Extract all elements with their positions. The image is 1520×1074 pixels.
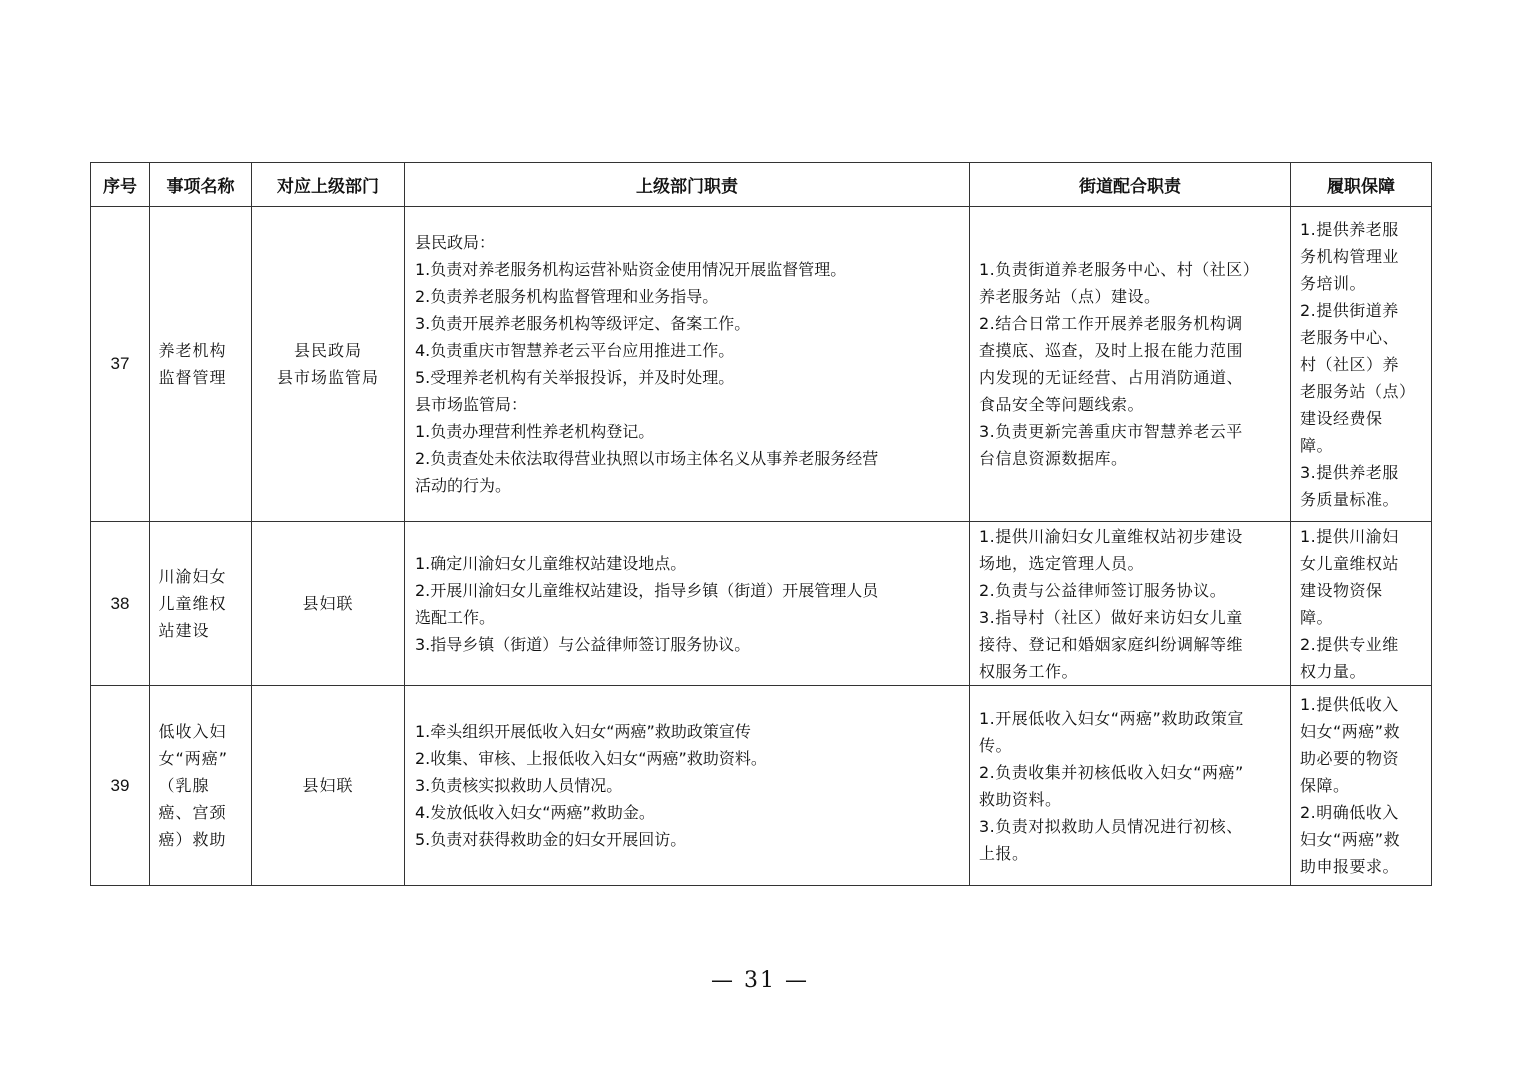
table-row	[91, 522, 1432, 686]
guarantee-line: 务培训。	[1300, 273, 1367, 293]
duty-line: 1.牵头组织开展低收入妇女“两癌”救助政策宣传	[415, 722, 751, 741]
duty-line: 2.负责查处未依法取得营业执照以市场主体名义从事养老服务经营	[415, 449, 879, 468]
street-duties-cell	[970, 207, 1291, 522]
street-line: 传。	[979, 735, 1013, 755]
upper-duties-cell	[405, 686, 970, 886]
street-line: 1.负责街道养老服务中心、村（社区）	[979, 260, 1260, 279]
item-name-line: 养老机构	[158, 341, 227, 360]
street-line: 2.负责收集并初核低收入妇女“两癌”	[979, 762, 1244, 782]
upper-dept-cell	[252, 686, 405, 886]
duty-line: 2.开展川渝妇女儿童维权站建设，指导乡镇（街道）开展管理人员	[415, 580, 879, 600]
duty-line: 1.负责办理营利性养老机构登记。	[415, 422, 655, 441]
street-line: 上报。	[979, 843, 1029, 863]
table-row	[91, 686, 1432, 886]
street-line: 内发现的无证经营、占用消防通道、	[979, 368, 1244, 387]
guarantee-line: 障。	[1300, 607, 1334, 627]
street-line: 养老服务站（点）建设。	[979, 287, 1161, 306]
guarantee-line: 老服务中心、	[1300, 327, 1400, 347]
item-name-cell	[150, 522, 252, 686]
duty-line: 4.负责重庆市智慧养老云平台应用推进工作。	[415, 341, 735, 360]
item-name-line: 癌）救助	[158, 830, 227, 849]
guarantee-line: 障。	[1300, 435, 1334, 455]
guarantee-line: 1.提供低收入	[1300, 695, 1399, 714]
street-line: 3.负责更新完善重庆市智慧养老云平	[979, 422, 1243, 441]
guarantee-line: 1.提供川渝妇	[1300, 526, 1399, 546]
item-name-line: （乳腺	[158, 776, 210, 795]
street-duties-cell	[970, 522, 1291, 686]
item-name-line: 站建设	[158, 621, 210, 640]
guarantee-line: 女儿童维权站	[1300, 553, 1400, 573]
item-name-line: 监督管理	[158, 368, 227, 387]
guarantee-line: 保障。	[1300, 776, 1350, 795]
duty-line: 1.确定川渝妇女儿童维权站建设地点。	[415, 553, 687, 573]
guarantee-cell	[1291, 522, 1432, 686]
duty-table	[90, 162, 1432, 886]
duty-line: 3.负责核实拟救助人员情况。	[415, 776, 623, 795]
item-name-cell	[150, 686, 252, 886]
duty-line: 5.负责对获得救助金的妇女开展回访。	[415, 830, 687, 849]
guarantee-line: 权力量。	[1300, 661, 1367, 681]
upper-dept-cell	[252, 522, 405, 686]
header-item-name: 事项名称	[150, 163, 252, 207]
dept-line: 县民政局	[293, 341, 362, 360]
upper-dept-cell	[252, 207, 405, 522]
header-guarantee: 履职保障	[1291, 163, 1432, 207]
street-line: 1.提供川渝妇女儿童维权站初步建设	[979, 526, 1243, 546]
street-line: 2.结合日常工作开展养老服务机构调	[979, 314, 1243, 333]
street-line: 查摸底、巡查，及时上报在能力范围	[979, 341, 1244, 360]
street-line: 1.开展低收入妇女“两癌”救助政策宣	[979, 708, 1244, 728]
street-line: 食品安全等问题线索。	[979, 395, 1145, 414]
header-street-duties: 街道配合职责	[970, 163, 1291, 207]
item-name-line: 女“两癌”	[158, 749, 229, 768]
page-number: — 31 —	[711, 968, 809, 993]
duty-line: 2.收集、审核、上报低收入妇女“两癌”救助资料。	[415, 749, 767, 768]
item-name-line: 癌、宫颈	[158, 803, 227, 822]
item-name-line: 川渝妇女	[158, 567, 227, 586]
duty-line: 选配工作。	[415, 607, 496, 627]
header-num: 序号	[91, 163, 150, 207]
street-line: 场地，选定管理人员。	[979, 553, 1145, 573]
guarantee-line: 助申报要求。	[1300, 857, 1400, 876]
item-name-line: 儿童维权	[158, 594, 227, 613]
item-name-cell	[150, 207, 252, 522]
guarantee-line: 妇女“两癌”救	[1300, 722, 1401, 741]
duty-line: 1.负责对养老服务机构运营补贴资金使用情况开展监督管理。	[415, 260, 847, 279]
street-line: 3.指导村（社区）做好来访妇女儿童	[979, 607, 1243, 627]
table-header-row	[91, 163, 1432, 207]
guarantee-line: 建设物资保	[1300, 580, 1383, 600]
table-row	[91, 207, 1432, 522]
dept-line: 县妇联	[302, 594, 354, 613]
guarantee-line: 务机构管理业	[1300, 246, 1400, 266]
guarantee-line: 村（社区）养	[1300, 354, 1400, 374]
row-number: 39	[91, 686, 150, 886]
dept-line: 县妇联	[302, 776, 354, 795]
duty-line: 2.负责养老服务机构监督管理和业务指导。	[415, 287, 719, 306]
row-number: 38	[91, 522, 150, 686]
street-line: 救助资料。	[979, 789, 1062, 809]
duty-line: 4.发放低收入妇女“两癌”救助金。	[415, 803, 655, 822]
upper-duties-cell	[405, 522, 970, 686]
header-upper-dept: 对应上级部门	[252, 163, 405, 207]
upper-duties-cell	[405, 207, 970, 522]
guarantee-cell	[1291, 207, 1432, 522]
guarantee-line: 2.提供街道养	[1300, 300, 1399, 320]
guarantee-line: 1.提供养老服	[1300, 219, 1399, 239]
duty-line: 县市场监管局：	[415, 395, 528, 414]
duty-line: 3.负责开展养老服务机构等级评定、备案工作。	[415, 314, 751, 333]
street-line: 台信息资源数据库。	[979, 449, 1128, 468]
guarantee-line: 2.明确低收入	[1300, 803, 1399, 822]
guarantee-line: 妇女“两癌”救	[1300, 830, 1401, 849]
guarantee-line: 3.提供养老服	[1300, 462, 1399, 482]
item-name-line: 低收入妇	[158, 722, 227, 741]
duty-line: 5.受理养老机构有关举报投诉，并及时处理。	[415, 368, 735, 387]
dept-line: 县市场监管局	[276, 368, 379, 387]
street-line: 接待、登记和婚姻家庭纠纷调解等维	[979, 634, 1244, 654]
row-number: 37	[91, 207, 150, 522]
guarantee-line: 建设经费保	[1300, 408, 1383, 428]
guarantee-cell	[1291, 686, 1432, 886]
guarantee-line: 老服务站（点）	[1300, 381, 1416, 401]
street-line: 权服务工作。	[979, 661, 1079, 681]
duty-line: 县民政局：	[415, 233, 496, 252]
duty-line: 活动的行为。	[415, 476, 512, 495]
street-duties-cell	[970, 686, 1291, 886]
street-line: 2.负责与公益律师签订服务协议。	[979, 580, 1227, 600]
street-line: 3.负责对拟救助人员情况进行初核、	[979, 816, 1243, 836]
guarantee-line: 2.提供专业维	[1300, 634, 1399, 654]
header-upper-duties: 上级部门职责	[405, 163, 970, 207]
duty-line: 3.指导乡镇（街道）与公益律师签订服务协议。	[415, 634, 751, 654]
guarantee-line: 务质量标准。	[1300, 489, 1400, 509]
guarantee-line: 助必要的物资	[1300, 749, 1400, 768]
